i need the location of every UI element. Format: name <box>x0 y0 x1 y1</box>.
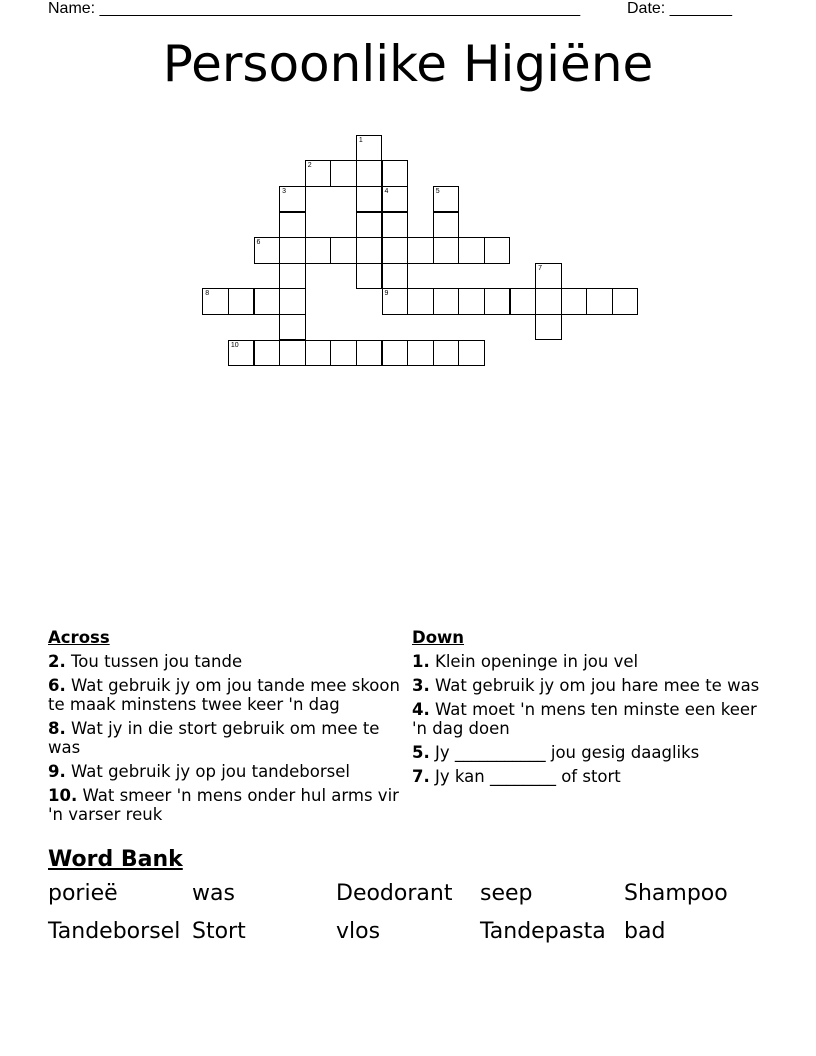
clue-item <box>48 652 408 671</box>
clue-num: 7. <box>412 767 430 786</box>
crossword-cell[interactable] <box>254 237 281 264</box>
crossword-cell[interactable] <box>433 340 460 367</box>
page-title: Persoonlike Higiëne <box>162 35 654 93</box>
clue-num: 5. <box>412 743 430 762</box>
clue-text: Wat gebruik jy om jou hare mee te was <box>435 676 760 695</box>
clue-number: 4 <box>384 187 389 195</box>
crossword-cell[interactable] <box>612 288 639 315</box>
crossword-cell[interactable] <box>382 160 409 187</box>
word-bank-title: Word Bank <box>48 847 183 872</box>
crossword-cell[interactable] <box>458 237 485 264</box>
crossword-cell[interactable] <box>535 288 562 315</box>
crossword-cell[interactable] <box>356 135 383 162</box>
crossword-cell[interactable] <box>305 160 332 187</box>
crossword-cell[interactable] <box>458 288 485 315</box>
word-bank-item: was <box>192 881 235 906</box>
crossword-cell[interactable] <box>356 212 383 239</box>
clue-text: Wat gebruik jy om jou tande mee skoon te maak minstens twee keer 'n dag <box>48 676 400 714</box>
crossword-cell[interactable] <box>279 237 306 264</box>
word-bank-item: Tandeborsel <box>48 919 181 944</box>
clue-item <box>48 762 408 781</box>
crossword-cell[interactable] <box>535 263 562 290</box>
down-clues <box>412 628 762 791</box>
clue-num: 6. <box>48 676 66 695</box>
crossword-cell[interactable] <box>202 288 229 315</box>
clue-text: Wat smeer 'n mens onder hul arms vir 'n varser reuk <box>48 786 399 824</box>
crossword-cell[interactable] <box>279 263 306 290</box>
word-bank-item: vlos <box>336 919 381 944</box>
clue-number: 9 <box>384 290 389 298</box>
crossword-cell[interactable] <box>407 340 434 367</box>
clue-number: 1 <box>358 136 363 144</box>
clue-number: 10 <box>230 341 239 349</box>
clue-item <box>48 676 408 714</box>
clue-text: Tou tussen jou tande <box>71 652 243 671</box>
crossword-cell[interactable] <box>510 288 537 315</box>
clue-item <box>412 676 762 695</box>
crossword-cell[interactable] <box>484 237 511 264</box>
clue-num: 10. <box>48 786 78 805</box>
crossword-cell[interactable] <box>407 288 434 315</box>
crossword-cell[interactable] <box>535 314 562 341</box>
crossword-cell[interactable] <box>228 340 255 367</box>
crossword-cell[interactable] <box>484 288 511 315</box>
crossword-cell[interactable] <box>356 186 383 213</box>
crossword-cell[interactable] <box>330 237 357 264</box>
clue-num: 1. <box>412 652 430 671</box>
clue-number: 7 <box>538 264 542 272</box>
clue-num: 3. <box>412 676 430 695</box>
clue-text: Wat gebruik jy op jou tandeborsel <box>71 762 350 781</box>
crossword-cell[interactable] <box>458 340 485 367</box>
crossword-cell[interactable] <box>586 288 613 315</box>
crossword-cell[interactable] <box>382 186 409 213</box>
clue-num: 9. <box>48 762 66 781</box>
clue-text: Jy ___________ jou gesig daagliks <box>435 743 700 762</box>
word-bank-item: Shampoo <box>624 881 728 906</box>
date-field: Date: _______ <box>627 0 732 17</box>
crossword-cell[interactable] <box>330 340 357 367</box>
across-heading: Across <box>48 628 110 647</box>
clue-text: Wat jy in die stort gebruik om mee te was <box>48 719 380 757</box>
crossword-cell[interactable] <box>254 340 281 367</box>
clue-item <box>412 700 762 738</box>
clue-number: 8 <box>205 290 210 298</box>
crossword-cell[interactable] <box>356 237 383 264</box>
clue-num: 4. <box>412 700 430 719</box>
crossword-cell[interactable] <box>330 160 357 187</box>
clue-text: Klein openinge in jou vel <box>435 652 639 671</box>
word-bank <box>48 880 768 946</box>
crossword-cell[interactable] <box>228 288 255 315</box>
word-bank-item: bad <box>624 919 666 944</box>
down-heading: Down <box>412 628 465 647</box>
crossword-cell[interactable] <box>305 340 332 367</box>
clue-text: Jy kan ________ of stort <box>435 767 621 786</box>
word-bank-item: Stort <box>192 919 246 944</box>
crossword-cell[interactable] <box>433 237 460 264</box>
crossword-cell[interactable] <box>279 314 306 341</box>
crossword-cell[interactable] <box>561 288 588 315</box>
crossword-cell[interactable] <box>433 212 460 239</box>
clue-item <box>412 767 762 786</box>
clue-number: 3 <box>282 187 286 195</box>
clue-num: 8. <box>48 719 66 738</box>
clue-number: 6 <box>256 239 261 247</box>
crossword-cell[interactable] <box>254 288 281 315</box>
name-field: Name: ______________________________________________________ <box>48 0 581 17</box>
clue-item <box>48 786 408 824</box>
crossword-cell[interactable] <box>382 212 409 239</box>
clue-number: 5 <box>435 187 440 195</box>
word-bank-item: Deodorant <box>336 881 453 906</box>
crossword-cell[interactable] <box>279 288 306 315</box>
clue-item <box>412 743 762 762</box>
crossword-cell[interactable] <box>407 237 434 264</box>
clue-text: Wat moet 'n mens ten minste een keer 'n dag doen <box>412 700 757 738</box>
clue-num: 2. <box>48 652 66 671</box>
word-bank-item: porieë <box>48 881 118 906</box>
clue-number: 2 <box>307 162 312 170</box>
across-clues <box>48 628 408 829</box>
crossword-cell[interactable] <box>433 186 460 213</box>
clue-item <box>412 652 762 671</box>
crossword-cell[interactable] <box>279 186 306 213</box>
crossword-cell[interactable] <box>356 160 383 187</box>
clue-item <box>48 719 408 757</box>
crossword-cell[interactable] <box>356 263 383 290</box>
crossword-cell[interactable] <box>279 212 306 239</box>
crossword-cell[interactable] <box>433 288 460 315</box>
crossword-cell[interactable] <box>382 263 409 290</box>
crossword-cell[interactable] <box>382 340 409 367</box>
crossword-cell[interactable] <box>382 237 409 264</box>
crossword-cell[interactable] <box>382 288 409 315</box>
word-bank-item: seep <box>480 881 533 906</box>
crossword-cell[interactable] <box>305 237 332 264</box>
crossword-cell[interactable] <box>356 340 383 367</box>
word-bank-item: Tandepasta <box>480 919 606 944</box>
crossword-cell[interactable] <box>279 340 306 367</box>
